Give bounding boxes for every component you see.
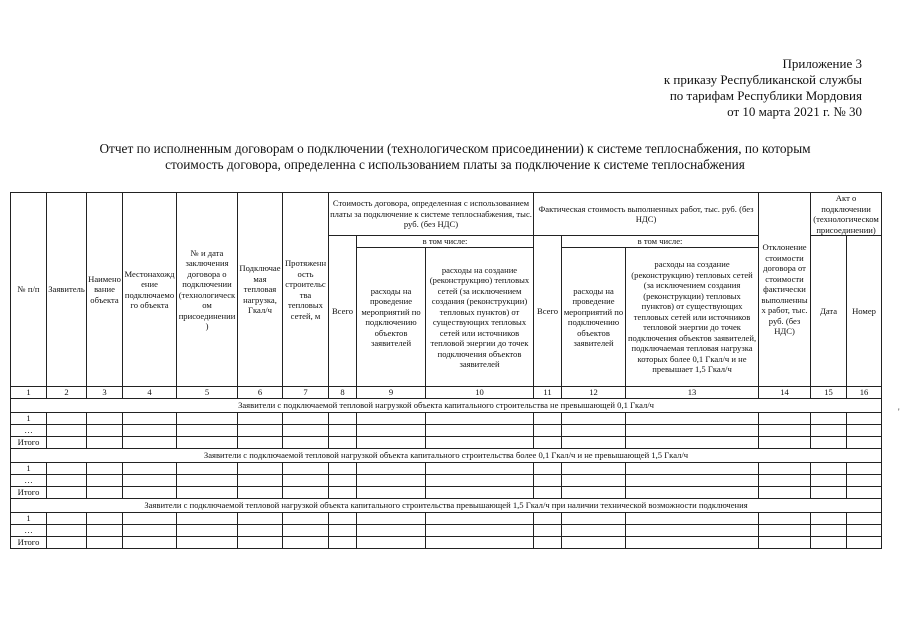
row-index: … [11, 425, 47, 437]
report-title [40, 141, 870, 173]
row-index: … [11, 475, 47, 487]
header-act-date: Дата [811, 236, 847, 387]
column-number: 15 [811, 387, 847, 399]
report-table [10, 192, 882, 549]
section-title: Заявители с подключаемой тепловой нагрузкой объекта капитального строительства более 0,1 Гкал/ч и не превышающей 1,5 Гкал/ч [11, 449, 882, 463]
table-row [11, 525, 882, 537]
appendix-line-1: Приложение 3 [782, 56, 862, 71]
column-number: 8 [329, 387, 357, 399]
header-group-act: Акт о подключении (технологическом присоединении) [811, 193, 882, 236]
table-row [11, 513, 882, 525]
column-number: 12 [562, 387, 626, 399]
header-actual-connection-costs: расходы на проведение мероприятий по подключению объектов заявителей [562, 248, 626, 387]
total-row [11, 537, 882, 549]
column-number: 11 [534, 387, 562, 399]
total-row [11, 487, 882, 499]
header-contract-number-date: № и дата заключения договора о подключении (технологическом присоединении) [177, 193, 238, 387]
column-number: 14 [759, 387, 811, 399]
header-heat-load: Подключаемая тепловая нагрузка, Гкал/ч [238, 193, 283, 387]
header-index: № п/п [11, 193, 47, 387]
table-row [11, 413, 882, 425]
header-cost-deviation: Отклонение стоимости договора от стоимости фактически выполненных работ, тыс. руб. (без НДС) [759, 193, 811, 387]
total-label: Итого [11, 537, 47, 549]
header-object-name: Наименование объекта [87, 193, 123, 387]
report-title-line-1: Отчет по исполненным договорам о подключении (технологическом присоединении) к системе теплоснабжения, по которым [99, 141, 811, 156]
header-object-location: Местонахождение подключаемого объекта [123, 193, 177, 387]
total-row [11, 437, 882, 449]
appendix-line-4: от 10 марта 2021 г. № 30 [727, 104, 862, 119]
column-number: 2 [47, 387, 87, 399]
section-title: Заявители с подключаемой тепловой нагрузкой объекта капитального строительства превышающей 1,5 Гкал/ч при наличии технической возможности подключения [11, 499, 882, 513]
column-number: 6 [238, 387, 283, 399]
appendix-line-3: по тарифам Республики Мордовия [669, 88, 862, 103]
column-number: 5 [177, 387, 238, 399]
header-contract-including: в том числе: [357, 236, 534, 248]
column-number: 16 [847, 387, 882, 399]
report-title-line-2: стоимость договора, определенна с использованием платы за подключение к системе теплоснабжения [165, 157, 745, 172]
total-label: Итого [11, 487, 47, 499]
header-contract-network-costs: расходы на создание (реконструкцию) тепловых сетей (за исключением создания (реконструкции) тепловых пунктов) от существующих тепловых сетей или источников тепловой энергии до точек подключения объектов заявителей [426, 248, 534, 387]
column-numbers-row [11, 387, 882, 399]
row-index: … [11, 525, 47, 537]
table-row [11, 425, 882, 437]
column-number: 13 [626, 387, 759, 399]
header-actual-including: в том числе: [562, 236, 759, 248]
header-contract-connection-costs: расходы на проведение мероприятий по подключению объектов заявителей [357, 248, 426, 387]
column-number: 4 [123, 387, 177, 399]
header-applicant: Заявитель [47, 193, 87, 387]
header-network-length: Протяженность строительства тепловых сетей, м [283, 193, 329, 387]
margin-mark: ' [898, 407, 900, 417]
appendix-header [502, 56, 862, 120]
row-index: 1 [11, 513, 47, 525]
appendix-line-2: к приказу Республиканской службы [663, 72, 862, 87]
column-number: 3 [87, 387, 123, 399]
table-row [11, 475, 882, 487]
header-actual-total: Всего [534, 236, 562, 387]
header-act-number: Номер [847, 236, 882, 387]
section-title: Заявители с подключаемой тепловой нагрузкой объекта капитального строительства не превышающей 0,1 Гкал/ч [11, 399, 882, 413]
header-group-actual-cost: Фактическая стоимость выполненных работ, тыс. руб. (без НДС) [534, 193, 759, 236]
table-row [11, 463, 882, 475]
column-number: 10 [426, 387, 534, 399]
column-number: 7 [283, 387, 329, 399]
header-group-contract-cost: Стоимость договора, определенная с использованием платы за подключение к системе теплоснабжения, тыс. руб. (без НДС) [329, 193, 534, 236]
total-label: Итого [11, 437, 47, 449]
header-actual-network-costs: расходы на создание (реконструкцию) тепловых сетей (за исключением создания (реконструкции) тепловых пунктов) от существующих тепловых сетей или источников тепловой энергии до точек подключения объектов заявителей, подключаемая тепловая нагрузка которых более 0,1 Гкал/ч и не превышает 1,5 Гкал/ч [626, 248, 759, 387]
row-index: 1 [11, 413, 47, 425]
column-number: 1 [11, 387, 47, 399]
column-number: 9 [357, 387, 426, 399]
row-index: 1 [11, 463, 47, 475]
header-contract-total: Всего [329, 236, 357, 387]
